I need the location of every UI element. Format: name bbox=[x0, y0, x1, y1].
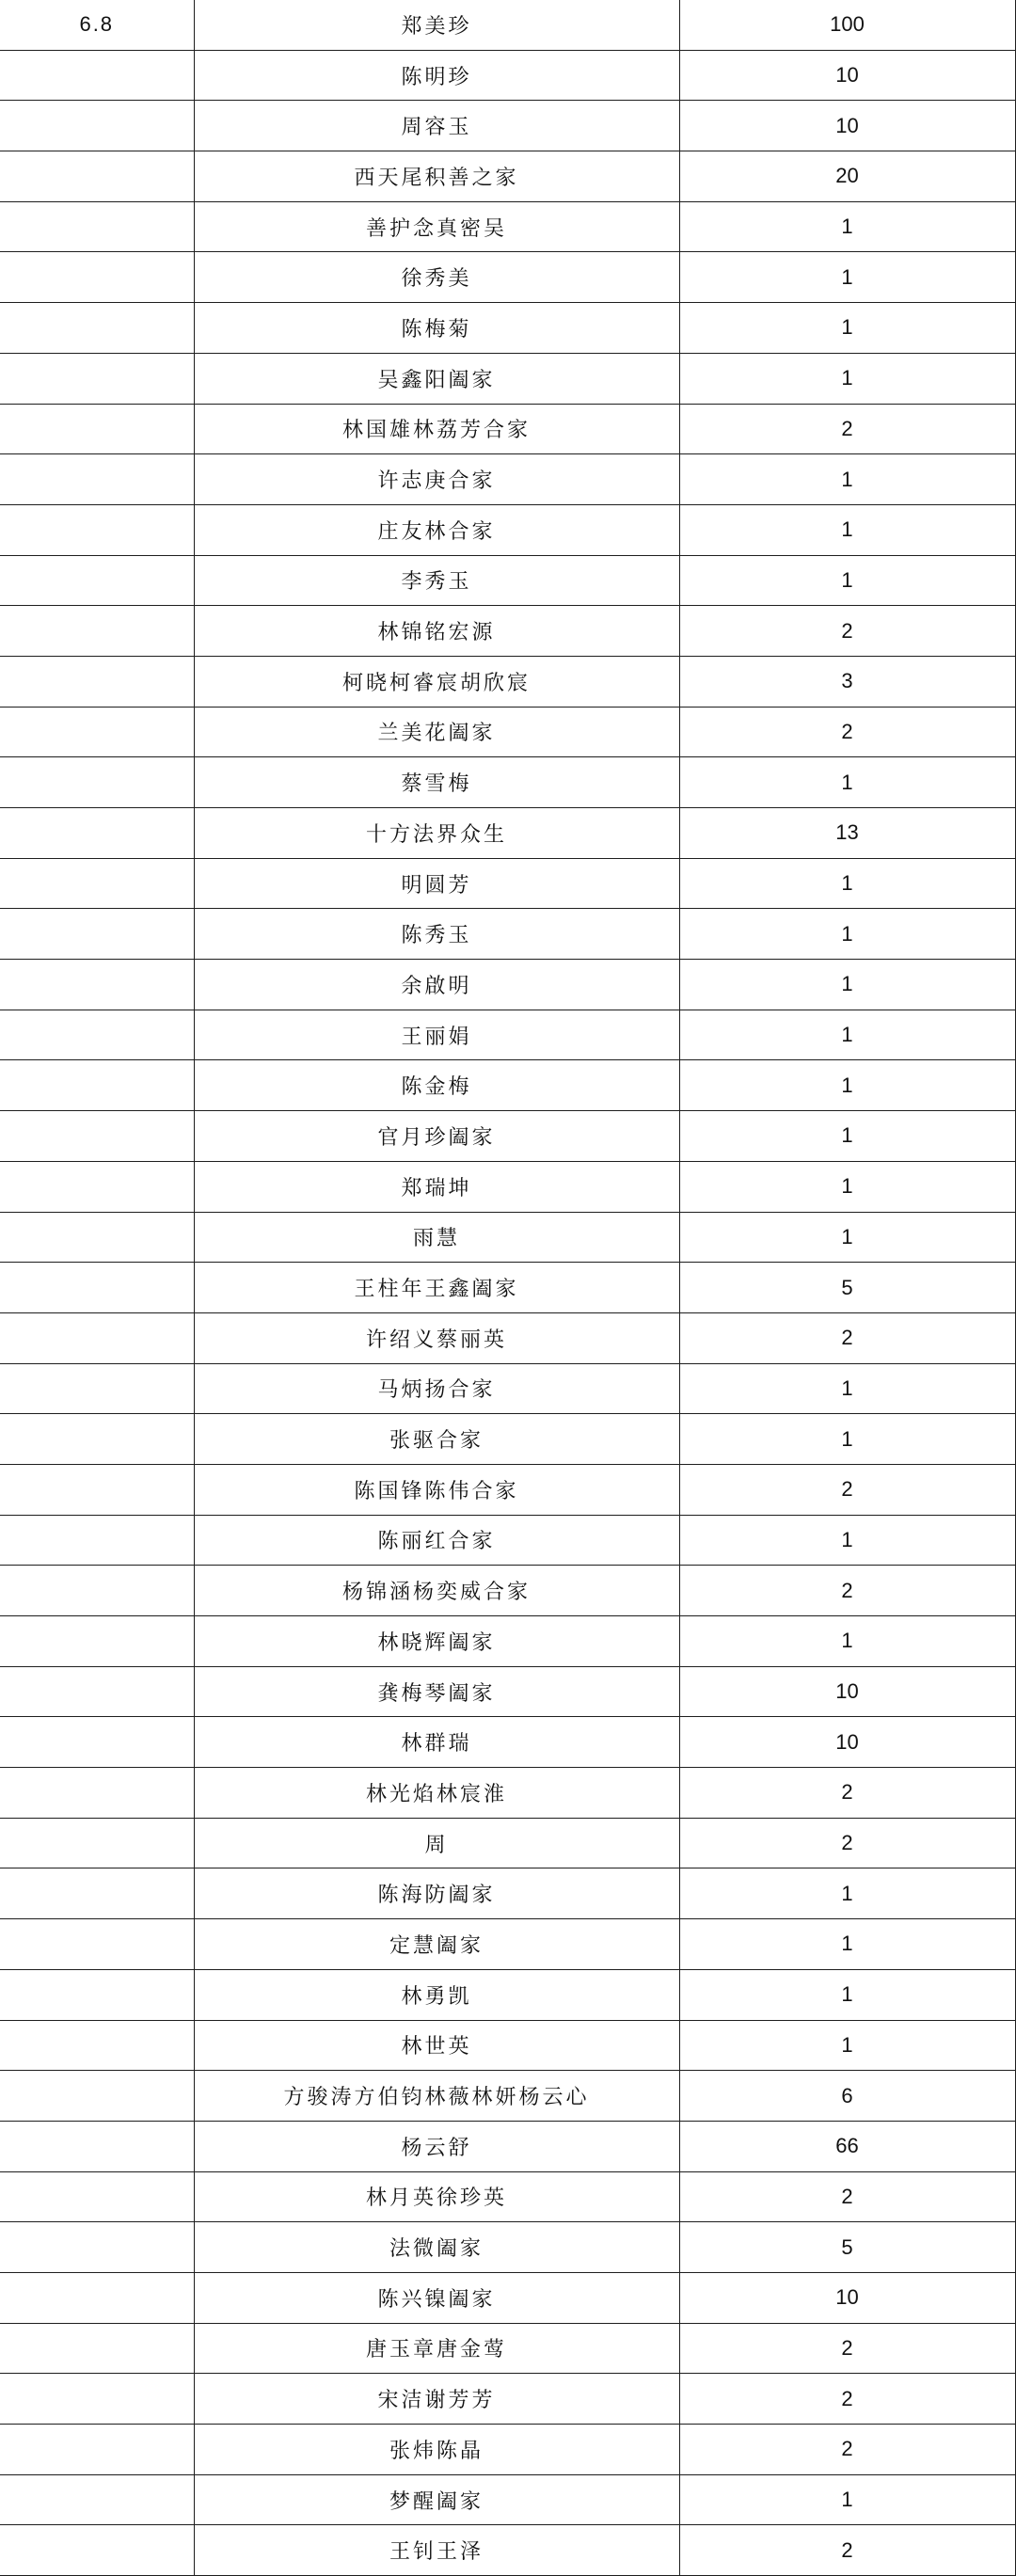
table-row bbox=[0, 808, 1015, 859]
date-cell bbox=[0, 101, 194, 151]
table-row bbox=[0, 303, 1015, 354]
donor-name-cell: 善护念真密吴 bbox=[194, 201, 679, 252]
date-cell bbox=[0, 2071, 194, 2122]
amount-cell: 5 bbox=[679, 1263, 1015, 1313]
amount-cell: 10 bbox=[679, 1717, 1015, 1768]
donor-name-cell: 杨锦涵杨奕威合家 bbox=[194, 1566, 679, 1616]
date-cell bbox=[0, 504, 194, 555]
amount-cell: 1 bbox=[679, 504, 1015, 555]
amount-cell: 1 bbox=[679, 1212, 1015, 1263]
amount-cell: 1 bbox=[679, 353, 1015, 404]
amount-cell: 2 bbox=[679, 2525, 1015, 2576]
amount-cell: 1 bbox=[679, 1969, 1015, 2020]
table-row bbox=[0, 1818, 1015, 1868]
table-row bbox=[0, 960, 1015, 1010]
amount-cell: 2 bbox=[679, 404, 1015, 454]
amount-cell: 2 bbox=[679, 1768, 1015, 1819]
donor-name-cell: 杨云舒 bbox=[194, 2121, 679, 2171]
date-cell bbox=[0, 1414, 194, 1465]
amount-cell: 2 bbox=[679, 1566, 1015, 1616]
table-row bbox=[0, 2425, 1015, 2475]
amount-cell: 1 bbox=[679, 1616, 1015, 1667]
date-cell bbox=[0, 1212, 194, 1263]
table-row bbox=[0, 404, 1015, 454]
amount-cell: 2 bbox=[679, 1818, 1015, 1868]
table-row bbox=[0, 1363, 1015, 1414]
date-cell bbox=[0, 555, 194, 606]
date-cell bbox=[0, 1566, 194, 1616]
donor-name-cell: 王钊王泽 bbox=[194, 2525, 679, 2576]
donor-name-cell: 兰美花阖家 bbox=[194, 707, 679, 757]
amount-cell: 1 bbox=[679, 909, 1015, 960]
date-cell bbox=[0, 2474, 194, 2525]
table-row bbox=[0, 1868, 1015, 1919]
date-cell bbox=[0, 404, 194, 454]
table-row bbox=[0, 1414, 1015, 1465]
amount-cell: 1 bbox=[679, 252, 1015, 303]
date-cell bbox=[0, 606, 194, 657]
amount-cell: 1 bbox=[679, 454, 1015, 505]
date-cell bbox=[0, 2020, 194, 2071]
donor-name-cell: 李秀玉 bbox=[194, 555, 679, 606]
table-row bbox=[0, 151, 1015, 202]
date-cell bbox=[0, 2171, 194, 2222]
amount-cell: 1 bbox=[679, 1414, 1015, 1465]
donor-name-cell: 梦醒阖家 bbox=[194, 2474, 679, 2525]
table-row bbox=[0, 1969, 1015, 2020]
date-cell bbox=[0, 2323, 194, 2374]
table-row bbox=[0, 1212, 1015, 1263]
table-row bbox=[0, 1263, 1015, 1313]
table-row bbox=[0, 1919, 1015, 1970]
date-cell bbox=[0, 808, 194, 859]
date-cell bbox=[0, 1919, 194, 1970]
donor-name-cell: 张炜陈晶 bbox=[194, 2425, 679, 2475]
table-row bbox=[0, 757, 1015, 808]
date-cell bbox=[0, 2425, 194, 2475]
date-cell bbox=[0, 909, 194, 960]
date-cell bbox=[0, 1464, 194, 1515]
amount-cell: 6 bbox=[679, 2071, 1015, 2122]
date-cell bbox=[0, 1060, 194, 1111]
donor-name-cell: 马炳扬合家 bbox=[194, 1363, 679, 1414]
table-row bbox=[0, 1312, 1015, 1363]
amount-cell: 5 bbox=[679, 2222, 1015, 2273]
donor-name-cell: 陈明珍 bbox=[194, 50, 679, 101]
table-row bbox=[0, 201, 1015, 252]
table-row bbox=[0, 2020, 1015, 2071]
amount-cell: 10 bbox=[679, 1666, 1015, 1717]
amount-cell: 13 bbox=[679, 808, 1015, 859]
table-row bbox=[0, 2121, 1015, 2171]
table-row bbox=[0, 606, 1015, 657]
amount-cell: 100 bbox=[679, 0, 1015, 50]
amount-cell: 2 bbox=[679, 707, 1015, 757]
donor-name-cell: 吴鑫阳阖家 bbox=[194, 353, 679, 404]
amount-cell: 1 bbox=[679, 2474, 1015, 2525]
donor-name-cell: 陈海防阖家 bbox=[194, 1868, 679, 1919]
donor-name-cell: 陈丽红合家 bbox=[194, 1515, 679, 1566]
date-cell bbox=[0, 2121, 194, 2171]
donor-name-cell: 林国雄林荔芳合家 bbox=[194, 404, 679, 454]
amount-cell: 10 bbox=[679, 50, 1015, 101]
donor-name-cell: 官月珍阖家 bbox=[194, 1111, 679, 1162]
donor-name-cell: 西天尾积善之家 bbox=[194, 151, 679, 202]
donor-name-cell: 王丽娟 bbox=[194, 1010, 679, 1060]
donor-name-cell: 林晓辉阖家 bbox=[194, 1616, 679, 1667]
table-row bbox=[0, 1717, 1015, 1768]
table-row bbox=[0, 0, 1015, 50]
donor-name-cell: 方骏涛方伯钧林薇林妍杨云心 bbox=[194, 2071, 679, 2122]
donor-name-cell: 蔡雪梅 bbox=[194, 757, 679, 808]
donor-name-cell: 陈梅菊 bbox=[194, 303, 679, 354]
amount-cell: 10 bbox=[679, 101, 1015, 151]
table-row bbox=[0, 1616, 1015, 1667]
date-cell bbox=[0, 757, 194, 808]
donor-name-cell: 郑美珍 bbox=[194, 0, 679, 50]
table-row bbox=[0, 50, 1015, 101]
table-row bbox=[0, 2374, 1015, 2425]
amount-cell: 1 bbox=[679, 858, 1015, 909]
amount-cell: 2 bbox=[679, 2323, 1015, 2374]
date-cell bbox=[0, 1616, 194, 1667]
donor-name-cell: 王柱年王鑫阖家 bbox=[194, 1263, 679, 1313]
date-cell bbox=[0, 2222, 194, 2273]
amount-cell: 1 bbox=[679, 201, 1015, 252]
table-row bbox=[0, 707, 1015, 757]
table-row bbox=[0, 252, 1015, 303]
amount-cell: 1 bbox=[679, 555, 1015, 606]
donor-name-cell: 陈金梅 bbox=[194, 1060, 679, 1111]
donor-name-cell: 张驱合家 bbox=[194, 1414, 679, 1465]
date-cell bbox=[0, 1969, 194, 2020]
table-row bbox=[0, 555, 1015, 606]
table-row bbox=[0, 2071, 1015, 2122]
amount-cell: 1 bbox=[679, 1515, 1015, 1566]
amount-cell: 1 bbox=[679, 2020, 1015, 2071]
date-cell bbox=[0, 252, 194, 303]
table-row bbox=[0, 2222, 1015, 2273]
amount-cell: 1 bbox=[679, 757, 1015, 808]
date-cell bbox=[0, 151, 194, 202]
table-row bbox=[0, 2323, 1015, 2374]
donor-name-cell: 陈秀玉 bbox=[194, 909, 679, 960]
donor-name-cell: 龚梅琴阖家 bbox=[194, 1666, 679, 1717]
table-row bbox=[0, 1464, 1015, 1515]
table-row bbox=[0, 353, 1015, 404]
amount-cell: 2 bbox=[679, 606, 1015, 657]
donor-name-cell: 郑瑞坤 bbox=[194, 1161, 679, 1212]
date-cell bbox=[0, 454, 194, 505]
table-row bbox=[0, 2474, 1015, 2525]
table-row bbox=[0, 858, 1015, 909]
amount-cell: 66 bbox=[679, 2121, 1015, 2171]
amount-cell: 2 bbox=[679, 1312, 1015, 1363]
table-row bbox=[0, 2171, 1015, 2222]
date-cell bbox=[0, 1312, 194, 1363]
donor-name-cell: 许绍义蔡丽英 bbox=[194, 1312, 679, 1363]
date-cell bbox=[0, 50, 194, 101]
donor-name-cell: 徐秀美 bbox=[194, 252, 679, 303]
donor-name-cell: 林光焰林宸淮 bbox=[194, 1768, 679, 1819]
date-cell: 6.8 bbox=[0, 0, 194, 50]
date-cell bbox=[0, 1666, 194, 1717]
donor-name-cell: 余啟明 bbox=[194, 960, 679, 1010]
donor-name-cell: 周容玉 bbox=[194, 101, 679, 151]
date-cell bbox=[0, 1515, 194, 1566]
date-cell bbox=[0, 1363, 194, 1414]
donor-name-cell: 林锦铭宏源 bbox=[194, 606, 679, 657]
amount-cell: 2 bbox=[679, 1464, 1015, 1515]
donor-name-cell: 雨慧 bbox=[194, 1212, 679, 1263]
date-cell bbox=[0, 303, 194, 354]
date-cell bbox=[0, 1818, 194, 1868]
donor-name-cell: 柯晓柯睿宸胡欣宸 bbox=[194, 656, 679, 707]
donor-name-cell: 宋洁谢芳芳 bbox=[194, 2374, 679, 2425]
amount-cell: 2 bbox=[679, 2425, 1015, 2475]
amount-cell: 3 bbox=[679, 656, 1015, 707]
date-cell bbox=[0, 1161, 194, 1212]
amount-cell: 1 bbox=[679, 1363, 1015, 1414]
donor-name-cell: 林群瑞 bbox=[194, 1717, 679, 1768]
donor-name-cell: 林勇凯 bbox=[194, 1969, 679, 2020]
donor-name-cell: 周 bbox=[194, 1818, 679, 1868]
date-cell bbox=[0, 1111, 194, 1162]
date-cell bbox=[0, 1263, 194, 1313]
table-row bbox=[0, 454, 1015, 505]
amount-cell: 20 bbox=[679, 151, 1015, 202]
amount-cell: 1 bbox=[679, 303, 1015, 354]
table-row bbox=[0, 1010, 1015, 1060]
date-cell bbox=[0, 2374, 194, 2425]
amount-cell: 2 bbox=[679, 2374, 1015, 2425]
table-row bbox=[0, 909, 1015, 960]
table-row bbox=[0, 1666, 1015, 1717]
table-row bbox=[0, 2272, 1015, 2323]
table-row bbox=[0, 1566, 1015, 1616]
amount-cell: 1 bbox=[679, 1010, 1015, 1060]
date-cell bbox=[0, 201, 194, 252]
amount-cell: 1 bbox=[679, 1919, 1015, 1970]
donor-name-cell: 法微阖家 bbox=[194, 2222, 679, 2273]
date-cell bbox=[0, 858, 194, 909]
date-cell bbox=[0, 1717, 194, 1768]
date-cell bbox=[0, 353, 194, 404]
date-cell bbox=[0, 1768, 194, 1819]
table-row bbox=[0, 1768, 1015, 1819]
date-cell bbox=[0, 1868, 194, 1919]
amount-cell: 10 bbox=[679, 2272, 1015, 2323]
donor-name-cell: 十方法界众生 bbox=[194, 808, 679, 859]
donor-name-cell: 林月英徐珍英 bbox=[194, 2171, 679, 2222]
donor-name-cell: 陈兴镍阖家 bbox=[194, 2272, 679, 2323]
date-cell bbox=[0, 2272, 194, 2323]
donor-name-cell: 许志庚合家 bbox=[194, 454, 679, 505]
donor-name-cell: 定慧阖家 bbox=[194, 1919, 679, 1970]
date-cell bbox=[0, 1010, 194, 1060]
amount-cell: 1 bbox=[679, 1868, 1015, 1919]
amount-cell: 1 bbox=[679, 1161, 1015, 1212]
table-row bbox=[0, 656, 1015, 707]
donor-name-cell: 明圆芳 bbox=[194, 858, 679, 909]
date-cell bbox=[0, 960, 194, 1010]
donor-name-cell: 陈国锋陈伟合家 bbox=[194, 1464, 679, 1515]
table-row bbox=[0, 1161, 1015, 1212]
amount-cell: 2 bbox=[679, 2171, 1015, 2222]
date-cell bbox=[0, 707, 194, 757]
donor-name-cell: 林世英 bbox=[194, 2020, 679, 2071]
date-cell bbox=[0, 656, 194, 707]
amount-cell: 1 bbox=[679, 960, 1015, 1010]
amount-cell: 1 bbox=[679, 1111, 1015, 1162]
table-row bbox=[0, 101, 1015, 151]
donor-name-cell: 庄友林合家 bbox=[194, 504, 679, 555]
table-row bbox=[0, 1111, 1015, 1162]
table-row bbox=[0, 504, 1015, 555]
table-row bbox=[0, 1515, 1015, 1566]
table-row bbox=[0, 1060, 1015, 1111]
donor-name-cell: 唐玉章唐金莺 bbox=[194, 2323, 679, 2374]
amount-cell: 1 bbox=[679, 1060, 1015, 1111]
